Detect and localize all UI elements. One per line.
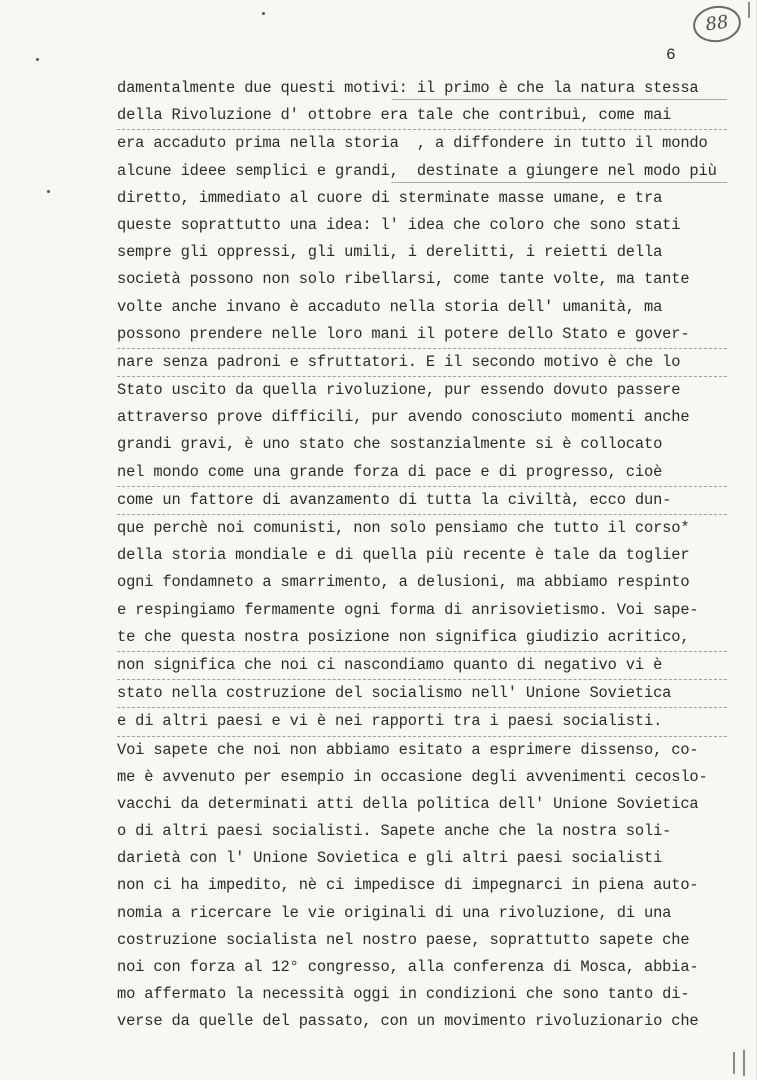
text-line: attraverso prove difficili, pur avendo conosciuto momenti anche [117, 408, 690, 427]
text-line: queste soprattutto una idea: l' idea che coloro che sono stati [117, 215, 681, 234]
text-line: o di altri paesi socialisti. Sapete anche che la nostra soli- [117, 822, 672, 841]
text-line: me è avvenuto per esempio in occasione degli avvenimenti cecoslo- [117, 767, 708, 786]
text-line: nomia a ricercare le vie originali di una rivoluzione, di una [117, 903, 672, 922]
archive-number-stamp: 88 [691, 3, 744, 45]
text-line: nel mondo come una grande forza di pace e di progresso, cioè [117, 459, 727, 487]
text-line: grandi gravi, è uno stato che sostanzialmente si è collocato [117, 435, 663, 454]
text-line: mo affermato la necessità oggi in condizioni che sono tanto di- [117, 985, 690, 1004]
text-line: verse da quelle del passato, con un movimento rivoluzionario che [117, 1012, 699, 1031]
text-line: stato nella costruzione del socialismo nell' Unione Sovietica [117, 680, 727, 708]
text-line: volte anche invano è accaduto nella storia dell' umanità, ma [117, 297, 663, 316]
text-line: noi con forza al 12° congresso, alla conferenza di Mosca, abbia- [117, 958, 699, 976]
margin-dot [47, 190, 50, 193]
text-line: società possono non solo ribellarsi, come tante volte, ma tante [117, 270, 690, 289]
edge-mark [748, 2, 750, 18]
edge-mark [733, 1052, 735, 1074]
text-line: nare senza padroni e sfruttatori. E il secondo motivo è che lo [117, 349, 727, 377]
text-line: te che questa nostra posizione non significa giudizio acritico, [117, 624, 727, 652]
text-line: Stato uscito da quella rivoluzione, pur essendo dovuto passere [117, 381, 681, 400]
text-line: possono prendere nelle loro mani il potere dello Stato e gover- [117, 321, 727, 349]
typewritten-text-body [117, 75, 727, 1036]
text-line: non ci ha impedito, nè ci impedisce di impegnarci in piena auto- [117, 876, 699, 895]
text-line: sempre gli oppressi, gli umili, i derelitti, i reietti della [117, 243, 663, 262]
text-line: e di altri paesi e vi è nei rapporti tra i paesi socialisti. [117, 708, 727, 736]
page-number: 6 [666, 46, 676, 64]
text-line: alcune ideee semplici e grandi, destinate a giungere nel modo più [117, 158, 727, 185]
text-line: non significa che noi ci nascondiamo quanto di negativo vi è [117, 652, 727, 680]
text-line: come un fattore di avanzamento di tutta la civiltà, ecco dun- [117, 487, 727, 515]
text-line: darietà con l' Unione Sovietica e gli altri paesi socialisti [117, 849, 663, 868]
text-line: damentalmente due questi motivi: il primo è che la natura stessa [117, 75, 727, 102]
text-line: della Rivoluzione d' ottobre era tale che contribuì, come mai [117, 102, 727, 130]
text-line: Voi sapete che noi non abbiamo esitato a esprimere dissenso, co- [117, 740, 699, 759]
margin-dot [262, 12, 265, 15]
text-line: que perchè noi comunisti, non solo pensiamo che tutto il corso* [117, 519, 690, 537]
text-line: diretto, immediato al cuore di sterminate masse umane, e tra [117, 188, 663, 207]
edge-mark [743, 1050, 745, 1076]
text-line: della storia mondiale e di quella più recente è tale da toglier [117, 546, 690, 565]
text-line: costruzione socialista nel nostro paese, soprattutto sapete che [117, 930, 690, 949]
text-line: vacchi da determinati atti della politica dell' Unione Sovietica [117, 794, 699, 813]
margin-dot [36, 58, 39, 61]
text-line: e respingiamo fermamente ogni forma di anrisovietismo. Voi sape- [117, 600, 699, 619]
text-line: era accaduto prima nella storia , a diffondere in tutto il mondo [117, 134, 708, 153]
text-line: ogni fondamneto a smarrimento, a delusioni, ma abbiamo respinto [117, 573, 690, 592]
